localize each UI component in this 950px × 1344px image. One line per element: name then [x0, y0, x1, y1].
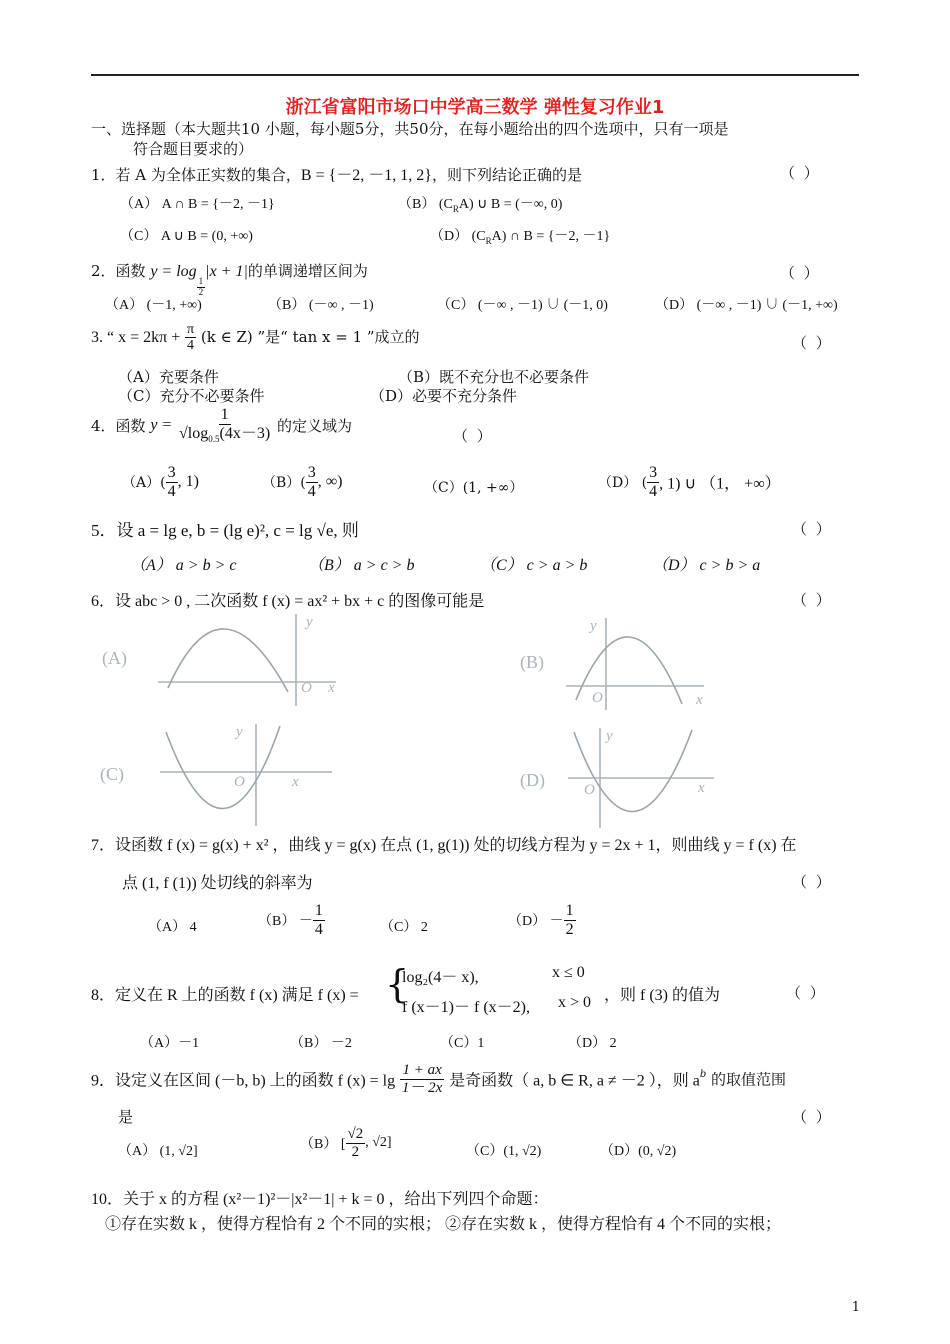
graph-option-b[interactable]: [520, 612, 720, 712]
svg-text:x: x: [292, 774, 299, 790]
answer-blank-9[interactable]: （ ）: [792, 1108, 833, 1126]
q5-option-a[interactable]: （A） a > b > c: [130, 557, 237, 574]
svg-text:y: y: [306, 614, 313, 630]
q8-brace: {: [385, 962, 410, 1006]
q8-case-1: log₂(4－ x),: [402, 969, 479, 986]
q9-option-c[interactable]: （C）(1, √2): [466, 1144, 542, 1159]
graph-c-label: (C): [100, 764, 124, 784]
q2-option-b[interactable]: （B） (－∞ , －1): [268, 298, 374, 313]
answer-blank-1[interactable]: （ ）: [780, 164, 821, 182]
question-2-stem: 2．函数 y = log $\frac{1}{2}$ |x + 1|的单调递增区间为: [91, 262, 368, 297]
q2-option-a[interactable]: （A） (－1, +∞): [105, 298, 202, 313]
svg-text:x: x: [696, 692, 703, 708]
q8-option-b[interactable]: （B） －2: [290, 1036, 352, 1051]
q1-option-a[interactable]: （A） A ∩ B = {－2, －1}: [120, 197, 275, 212]
svg-text:O: O: [301, 680, 312, 696]
svg-text:x: x: [698, 780, 705, 796]
answer-blank-5[interactable]: （ ）: [792, 520, 833, 538]
q1-option-d[interactable]: （D） $(C_RA)$ ∩ B = {－2, －1}: [430, 229, 611, 246]
q3-option-d[interactable]: （D）必要不充分条件: [370, 387, 518, 405]
q7-option-c[interactable]: （C） 2: [380, 920, 428, 935]
graph-d-label: (D): [520, 770, 545, 790]
svg-text:O: O: [584, 782, 595, 798]
section-intro-line1: 一、选择题（本大题共10 小题，每小题5分，共50分，在每小题给出的四个选项中，只有一项是: [91, 120, 729, 138]
question-10-stem: 10．关于 x 的方程 (x²－1)²－|x²－1| + k = 0 ，给出下列四个命题：: [91, 1191, 549, 1208]
question-10-line2: ①存在实数 k ，使得方程恰有 2 个不同的实根； ②存在实数 k ，使得方程恰有 4 个不同的实根；: [105, 1216, 782, 1233]
question-9-stem: 9．设定义在区间 (－b, b) 上的函数 f (x) = lg $\frac{1 + ax}{1- 2x}$ 是奇函数（ a, b ∈ R, a ≠ －2 ），则 $a^b$ 的取值范围: [91, 1062, 786, 1096]
answer-blank-8[interactable]: （ ）: [786, 984, 827, 1002]
q9-option-b[interactable]: （B） [ $\frac{√2}{2}$ , √2]: [300, 1126, 392, 1160]
q1-option-b[interactable]: （B） $(C_RA)$ ∪ B = (－∞, 0): [398, 197, 563, 214]
graph-option-a[interactable]: [96, 608, 356, 708]
question-6-stem: 6．设 abc > 0 , 二次函数 f (x) = ax² + bx + c 的图像可能是: [91, 593, 485, 610]
q8-option-d[interactable]: （D） 2: [568, 1036, 617, 1051]
page-title: 浙江省富阳市场口中学高三数学 弹性复习作业1: [285, 97, 665, 118]
q8-option-c[interactable]: （C）1: [440, 1036, 485, 1051]
q1-option-c[interactable]: （C） A ∪ B = (0, +∞): [120, 229, 253, 244]
q8-case-2: f (x－1)－ f (x－2),: [402, 999, 530, 1016]
question-5-stem: 5．设 a = lg e, b = (lg e)², c = lg √e, 则: [91, 521, 359, 540]
answer-blank-7[interactable]: （ ）: [792, 873, 833, 891]
q4-option-c[interactable]: （C）(1, +∞）: [424, 480, 524, 496]
q9-option-a[interactable]: （A） (1, √2]: [118, 1144, 198, 1159]
q7-option-b[interactable]: （B） － $\frac{1}{4}$: [258, 902, 323, 938]
q8-option-a[interactable]: （A）－1: [140, 1036, 200, 1051]
graph-option-c[interactable]: [96, 718, 346, 828]
q4-option-b[interactable]: （B）( $\frac{3}{4}$ , ∞): [262, 464, 343, 500]
answer-blank-4[interactable]: （ ）: [453, 427, 494, 445]
graph-b-label: (B): [520, 652, 544, 672]
q4-option-d[interactable]: （D） ( $\frac{3}{4}$ , 1) ∪ （1， +∞）: [598, 464, 781, 500]
q5-option-d[interactable]: （D） c > b > a: [652, 557, 761, 574]
svg-text:y: y: [236, 724, 243, 740]
svg-text:x: x: [328, 680, 335, 696]
q1-set: B = {－2, －1, 1, 2}: [300, 167, 432, 184]
q5-option-c[interactable]: （C） c > a > b: [480, 557, 588, 574]
q3-option-b[interactable]: （B）既不充分也不必要条件: [398, 368, 590, 386]
q7-option-d[interactable]: （D） － $\frac{1}{2}$: [508, 902, 574, 938]
graph-d-parabola: [574, 730, 692, 812]
question-8-stem: 8．定义在 R 上的函数 f (x) 满足 f (x) =: [91, 987, 359, 1004]
question-1-stem: 1．若 A 为全体正实数的集合，B = {－2, －1, 1, 2}，则下列结论正确的是: [91, 166, 582, 184]
answer-blank-3[interactable]: （ ）: [792, 334, 833, 352]
q2-option-d[interactable]: （D） (－∞ , －1) ∪ (－1, +∞): [655, 298, 838, 313]
svg-text:y: y: [590, 618, 597, 634]
question-4-stem: 4．函数 y = $\frac{1}{√\log_{0.5}(4x-3)}$ 的定义域为: [91, 406, 352, 444]
svg-text:O: O: [592, 690, 603, 706]
graph-c-parabola: [166, 726, 280, 809]
answer-blank-2[interactable]: （ ）: [780, 264, 821, 282]
q4-option-a[interactable]: （A）( $\frac{3}{4}$ , 1): [122, 464, 199, 500]
q9-option-d[interactable]: （D）(0, √2): [600, 1144, 677, 1159]
q5-option-b[interactable]: （B） a > c > b: [308, 557, 415, 574]
q2-option-c[interactable]: （C） (－∞ , －1) ∪ (－1, 0): [437, 298, 608, 313]
graph-option-d[interactable]: [520, 722, 730, 832]
question-7-line2: 点 (1, f (1)) 处切线的斜率为: [122, 875, 313, 892]
page-number: 1: [851, 1300, 860, 1315]
q8-tail: ，则 f (3) 的值为: [604, 987, 720, 1004]
q3-option-a[interactable]: （A）充要条件: [118, 368, 219, 386]
top-rule: [91, 74, 859, 76]
question-7-line1: 7．设函数 f (x) = g(x) + x² ，曲线 y = g(x) 在点 (1, g(1)) 处的切线方程为 y = 2x + 1，则曲线 y = f (x) 在: [91, 837, 797, 854]
answer-blank-6[interactable]: （ ）: [792, 591, 833, 609]
question-3-stem: 3. “ x = 2kπ + $\frac{\pi}{4}$ (k ∈ Z) ”是“ tan x = 1 ”成立的: [91, 322, 420, 354]
section-intro-line2: 符合题目要求的）: [133, 140, 254, 158]
q8-case-2-cond: x > 0: [558, 994, 592, 1011]
q3-option-c[interactable]: （C）充分不必要条件: [118, 387, 265, 405]
q8-case-1-cond: x ≤ 0: [552, 964, 585, 981]
graph-a-label: (A): [102, 648, 127, 668]
svg-text:O: O: [234, 774, 245, 790]
q7-option-a[interactable]: （A） 4: [148, 920, 197, 935]
question-9-line2: 是: [118, 1108, 134, 1126]
svg-text:y: y: [606, 728, 613, 744]
